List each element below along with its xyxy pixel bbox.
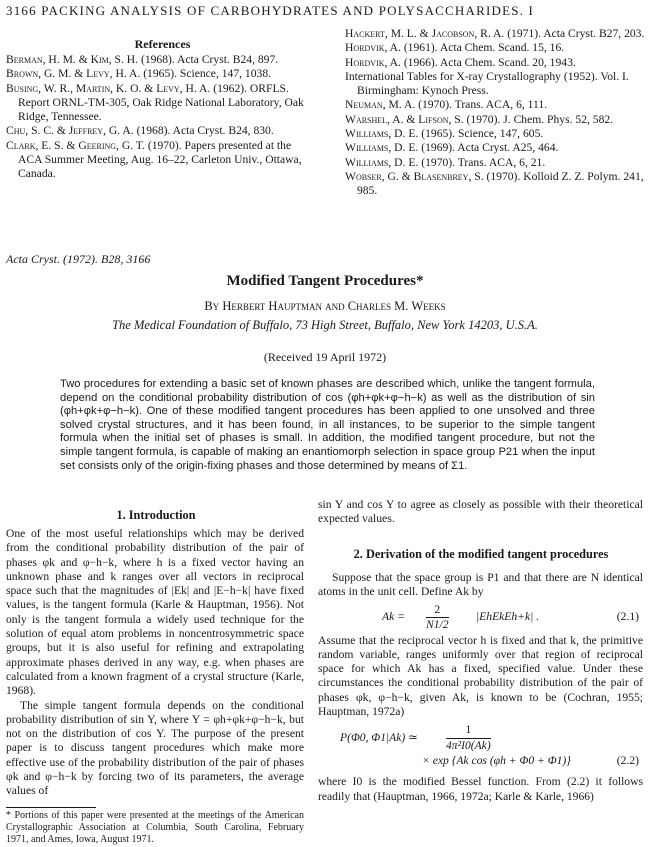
reference-item: Brown, G. M. & Levy, H. A. (1965). Science, 147, 1038.: [6, 67, 272, 81]
reference-item: Clark, E. S. & Geering, G. T. (1970). Papers presented at the ACA Summer Meeting, Aug. 16–22, Carleton Univ., Ottawa, Canada.: [6, 138, 302, 181]
reference-item: Hordvik, A. (1966). Acta Chem. Scand. 20, 1943.: [345, 55, 576, 69]
introduction-continuation: sin Y and cos Y to agree as closely as possible with their theoretical expected values.: [318, 498, 643, 526]
reference-item: Chu, S. C. & Jeffrey, G. A. (1968). Acta Cryst. B24, 830.: [6, 124, 274, 138]
derivation-body: [318, 571, 643, 804]
reference-item: International Tables for X-ray Crystallography (1952). Vol. I. Birmingham: Kynoch Press.: [345, 69, 629, 98]
journal-citation: Acta Cryst. (1972). B28, 3166: [6, 252, 151, 266]
references-title: References: [134, 37, 191, 51]
reference-item: Williams, D. E. (1970). Trans. ACA, 6, 21.: [345, 155, 546, 169]
article-title: Modified Tangent Procedures*: [226, 273, 424, 289]
equation-number: (2.2): [616, 754, 639, 768]
introduction-body: [6, 527, 304, 799]
reference-item: Williams, D. E. (1965). Science, 147, 605.: [345, 127, 544, 141]
reference-item: Busing, W. R., Martin, K. O. & Levy, H. A. (1962). ORFLS. Report ORNL-TM-305, Oak Ridge National Laboratory, Oak Ridge, Tennessee.: [6, 81, 304, 124]
equation-rhs: × exp {Ak cos (φh + Φ0 + Φ1)}: [422, 754, 571, 768]
abstract: Two procedures for extending a basic set of known phases are described which, unlike the tangent formula, depend on the conditional probability distribution of cos (φh+φk+φ−h−k) as well as the distribution of sin (φh+φk+φ−h−k). One of these modified tangent procedures has been applied to one unsolved and three solved crystal structures, and it has been found, in all instances, to be superior to the simple tangent formula when the initial set of phases is small. In addition, the modified tangent procedure, but not the simple tangent formula, is capable of making an enantiomorph selection in space group P21 when the input set consists only of the origin-fixing phases and those determined by means of Σ1.: [60, 378, 595, 472]
reference-item: Warshel, A. & Lifson, S. (1970). J. Chem. Phys. 52, 582.: [345, 112, 614, 126]
reference-item: Hackert, M. L. & Jacobson, R. A. (1971). Acta Cryst. B27, 203.: [345, 27, 645, 40]
equation-fraction: $\frac{2}{N1/2}$: [426, 602, 449, 631]
equation-lhs: Ak =: [382, 609, 405, 623]
reference-item: Wobser, G. & Blasenbrey, S. (1970). Kolloid Z. Z. Polym. 241, 985.: [345, 169, 644, 198]
paragraph: One of the most useful relationships which may be derived from the conditional probability distribution of the pair of phases φk and φ−h−k, where h is a fixed vector having an unknown phase and k ranges over all vectors in reciprocal space such that the magnitudes of |Ek| and |E−h−k| have fixed values, is the tangent formula (Karle & Hauptman, 1956). Not only is the tangent formula a widely used technique for the solution of equal atom problems in noncentrosymmetric space groups, but it is also useful for refining and extrapolating approximate phases derived in any way, e.g. when phases are calculated from a known fragment of a crystal structure (Karle, 1968).: [6, 527, 304, 698]
equation-2-1: [318, 603, 643, 631]
paragraph: where I0 is the modified Bessel function. From (2.2) it follows readily that (Hauptman, 1966, 1972a; Karle & Karle, 1966): [318, 775, 643, 803]
reference-item: Williams, D. E. (1969). Acta Cryst. A25, 464.: [345, 141, 559, 155]
equation-number: (2.1): [616, 609, 639, 623]
footnote: * Portions of this paper were presented at the meetings of the American Crystallographic Association at Columbia, South Carolina, February 1971, and Ames, Iowa, August 1971.: [6, 810, 304, 845]
reference-item: Neuman, M. A. (1970). Trans. ACA, 6, 111.: [345, 98, 548, 112]
paragraph: Assume that the reciprocal vector h is fixed and that k, the primitive random variable, ranges uniformly over that region of reciprocal space for which Ak has a fixed, specified value. Under these circumstances the conditional probability distribution of the pair of phases φk, φ−h−k, given Ak, is known to be (Cochran, 1955; Hauptman, 1972a): [318, 633, 643, 719]
references-left-column: [6, 53, 306, 182]
reference-item: Berman, H. M. & Kim, S. H. (1968). Acta Cryst. B24, 897.: [6, 53, 279, 66]
running-head: 3166 PACKING ANALYSIS OF CARBOHYDRATES AND POLYSACCHARIDES. I: [6, 3, 535, 18]
equation-lhs: P(Φ0, Φ1|Ak) ≃: [340, 731, 418, 745]
author-byline: By Herbert Hauptman and Charles M. Weeks: [204, 299, 446, 313]
equation-2-2: [318, 723, 643, 771]
equation-fraction: $\frac{1}{\text{4π²I0(Ak)}}$: [446, 723, 491, 752]
references-right-column: [345, 27, 645, 199]
equation-rhs: |EhEkEh+k| .: [476, 609, 540, 623]
section-heading-derivation: 2. Derivation of the modified tangent procedures: [353, 547, 609, 561]
received-date: (Received 19 April 1972): [263, 350, 387, 364]
section-heading-introduction: 1. Introduction: [116, 508, 196, 522]
paragraph: Suppose that the space group is P1 and that there are N identical atoms in the unit cell. Define Ak by: [318, 571, 643, 599]
paragraph: The simple tangent formula depends on the conditional probability distribution of sin Y, where Y = φh+φk+φ−h−k, but not on the distribution of cos Y. The purpose of the present paper is to discuss tangent procedures which make more effective use of the probability distribution of the pair of phases φk and φ−h−k by forcing two of its parameters, the average values of: [6, 698, 304, 798]
footnote-divider: [6, 807, 96, 808]
reference-item: Hordvik, A. (1961). Acta Chem. Scand. 15, 16.: [345, 41, 565, 55]
author-affiliation: The Medical Foundation of Buffalo, 73 High Street, Buffalo, New York 14203, U.S.A.: [112, 318, 538, 332]
